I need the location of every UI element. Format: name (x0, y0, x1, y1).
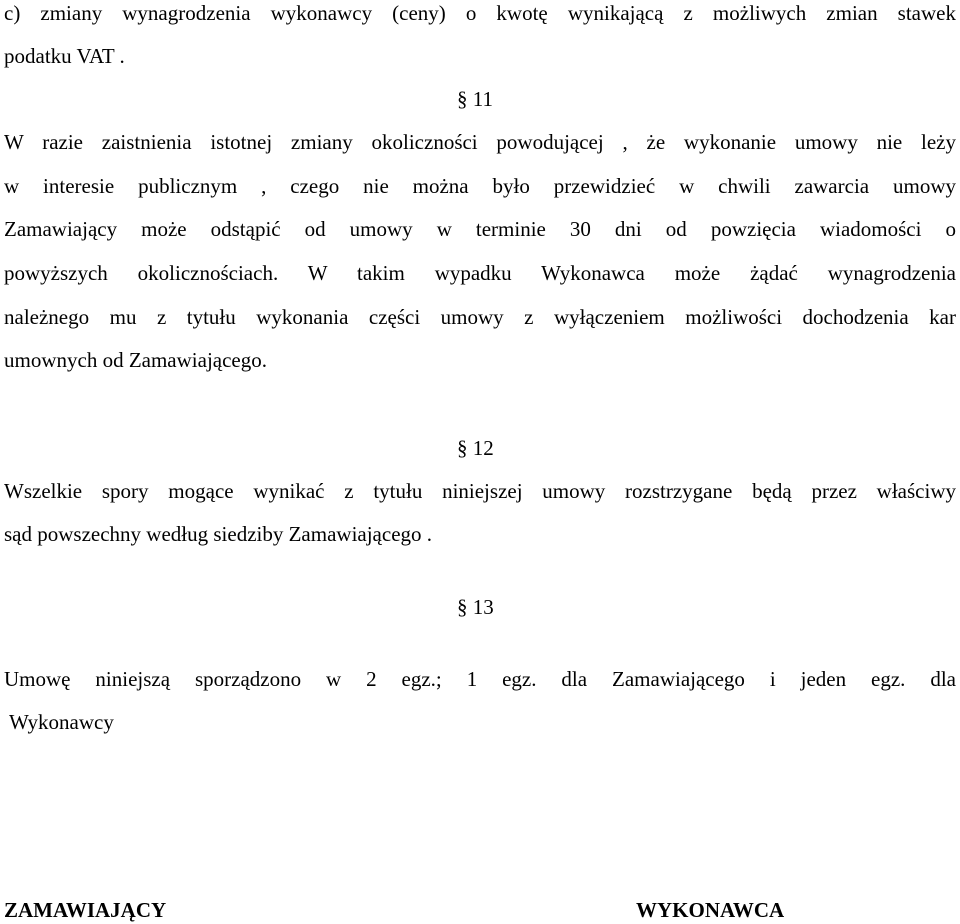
section-11-line-2: w interesie publicznym , czego nie można było przewidzieć w chwili zawarcia umowy (4, 174, 956, 198)
paragraph-c-line-1: c) zmiany wynagrodzenia wykonawcy (ceny) o kwotę wynikającą z możliwych zmian stawek (4, 1, 956, 25)
section-12-line-2: sąd powszechny według siedziby Zamawiającego . (4, 522, 433, 546)
section-13-heading: § 13 (457, 595, 494, 619)
section-11-heading: § 11 (457, 87, 493, 111)
section-13-line-1: Umowę niniejszą sporządzono w 2 egz.; 1 egz. dla Zamawiającego i jeden egz. dla (4, 667, 956, 691)
signature-contracting-authority: ZAMAWIAJĄCY (4, 898, 167, 922)
section-11-line-1: W razie zaistnienia istotnej zmiany okoliczności powodującej , że wykonanie umowy nie leży (4, 130, 956, 154)
section-13-line-2: Wykonawcy (9, 710, 114, 734)
section-12-line-1: Wszelkie spory mogące wynikać z tytułu niniejszej umowy rozstrzygane będą przez właściwy (4, 479, 956, 503)
paragraph-c-line-2: podatku VAT . (4, 44, 125, 68)
section-12-heading: § 12 (457, 436, 494, 460)
section-11-line-6: umownych od Zamawiającego. (4, 348, 267, 372)
section-11-line-4: powyższych okolicznościach. W takim wypadku Wykonawca może żądać wynagrodzenia (4, 261, 956, 285)
signature-contractor: WYKONAWCA (636, 898, 785, 922)
section-11-line-3: Zamawiający może odstąpić od umowy w terminie 30 dni od powzięcia wiadomości o (4, 217, 956, 241)
section-11-line-5: należnego mu z tytułu wykonania części umowy z wyłączeniem możliwości dochodzenia kar (4, 305, 956, 329)
